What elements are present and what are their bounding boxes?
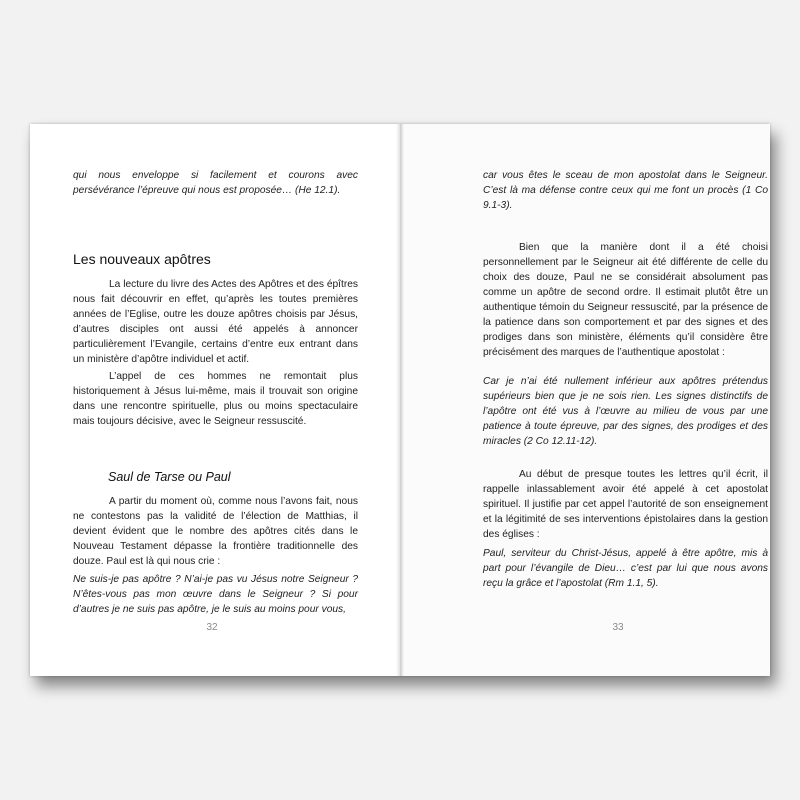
open-book [30,124,770,676]
paragraph: L’appel de ces hommes ne remontait plus historiquement à Jésus lui-même, mais il trouvait son origine dans une rencontre spirituelle, plus ou moins spectaculaire mais toujours décisive, avec le Seigneur ressuscité. [73,371,358,427]
top-quote: car vous êtes le sceau de mon apostolat dans le Seigneur. C’est là ma défense contre ceux qui me font un procès (1 Co 9.1-3). [483,170,768,211]
bible-quote: Paul, serviteur du Christ-Jésus, appelé à être apôtre, mis à part pour l’évangile de Dieu… c’est par lui que nous avons reçu la grâce et l’apostolat (Rm 1.1, 5). [483,548,768,589]
section-title: Les nouveaux apôtres [73,251,211,267]
paragraph: Au début de presque toutes les lettres qu’il écrit, il rappelle inlassablement avoir été appelé à cet apostolat spirituel. Il justifie par cet appel l’autorité de son enseignement et la légitimité de ses interventions épistolaires dans la gestion des églises : [483,469,768,540]
bible-quote: Car je n’ai été nullement inférieur aux apôtres prétendus supérieurs bien que je ne sois rien. Les signes distinctifs de l’apôtre ont été vus à l’œuvre au milieu de vous par une patience à toute épreuve, par des signes, des prodiges et des miracles (2 Co 12.11-12). [483,376,768,447]
page-number: 32 [206,622,218,633]
book-gutter [396,124,404,676]
top-quote: qui nous enveloppe si facilement et courons avec persévérance l’épreuve qui nous est proposée… (He 12.1). [73,170,358,196]
bible-quote: Ne suis-je pas apôtre ? N’ai-je pas vu Jésus notre Seigneur ? N’êtes-vous pas mon œuvre dans le Seigneur ? Si pour d’autres je ne suis pas apôtre, je le suis au moins pour vous, [73,574,358,615]
page-number: 33 [612,622,624,633]
paragraph: Bien que la manière dont il a été choisi personnellement par le Seigneur ait été différente de celle du choix des douze, Paul ne se considérait absolument pas comme un apôtre de second ordre. Il estimait plutôt être un authentique témoin du Seigneur ressuscité, par la présence de la patience dans son comportement et par des signes et des prodiges dans son ministère, éléments qu’il considère être précisément des marques de l’authentique apostolat : [483,242,768,358]
left-page [30,124,400,676]
right-page [400,124,770,676]
paragraph: A partir du moment où, comme nous l’avons fait, nous ne contestons pas la validité de l’élection de Matthias, il devient évident que le nombre des apôtres cités dans le Nouveau Testament dépasse la frontière traditionnelle des douze. Paul est là qui nous crie : [73,496,358,567]
paragraph: La lecture du livre des Actes des Apôtres et des épîtres nous fait découvrir en effet, qu’après les toutes premières années de l’Eglise, outre les douze apôtres choisis par Jésus, d’autres disciples ont aussi été appelés à annoncer particulièrement l’Evangile, certains d’entre eux entrant dans un ministère d’apôtre individuel et actif. [73,279,358,365]
subsection-title: Saul de Tarse ou Paul [108,470,231,484]
